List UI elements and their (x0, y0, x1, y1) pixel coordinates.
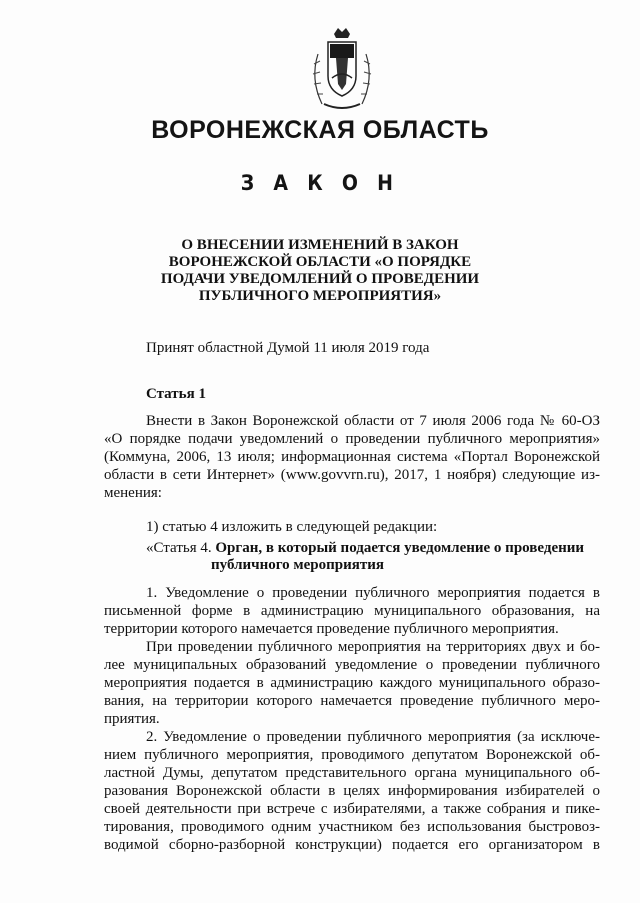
paragraph-line: (Коммуна, 2006, 13 июля; информационная система «Портал Воронежской (104, 449, 600, 465)
paragraph-line: письменной форме в администрацию муниципального образования, на (104, 603, 600, 619)
paragraph-line: приятия. (104, 711, 160, 727)
law-title (120, 237, 520, 305)
coat-of-arms-icon (300, 24, 384, 114)
paragraph-line: ластной Думы, депутатом представительного органа муниципального об- (104, 765, 600, 781)
paragraph-line: мероприятия подается в администрацию каждого муниципального образо- (104, 675, 600, 691)
region-name: ВОРОНЕЖСКАЯ ОБЛАСТЬ (151, 116, 489, 144)
paragraph-line: 2. Уведомление о проведении публичного мероприятия (за исключе- (146, 729, 600, 745)
paragraph-line: области в сети Интернет» (www.govvrn.ru), 2017, 1 ноября) следующие из- (104, 467, 600, 483)
document-type: З А К О Н (240, 171, 400, 195)
law-title-line: ПУБЛИЧНОГО МЕРОПРИЯТИЯ» (198, 288, 442, 304)
amendment-item: 1) статью 4 изложить в следующей редакции: (146, 519, 438, 535)
paragraph-line: Внести в Закон Воронежской области от 7 июля 2006 года № 60-ОЗ (146, 413, 600, 429)
paragraph-line: территории которого намечается проведение публичного мероприятия. (104, 621, 559, 637)
adoption-date: Принят областной Думой 11 июля 2019 года (146, 340, 430, 356)
paragraph-line: тирования, проводимого одним участником без использования быстровоз- (104, 819, 600, 835)
paragraph-line: нием публичного мероприятия, проводимого депутатом Воронежской об- (104, 747, 600, 763)
law-title-line: ПОДАЧИ УВЕДОМЛЕНИЙ О ПРОВЕДЕНИИ (160, 271, 480, 287)
paragraph-line: При проведении публичного мероприятия на территориях двух и бо- (146, 639, 600, 655)
new-article-heading (146, 540, 584, 557)
paragraph-line: разования Воронежской области в целях информирования избирателей о (104, 783, 600, 799)
new-article-title: Орган, в который подается уведомление о проведении (215, 540, 585, 556)
new-article-title-cont: публичного мероприятия (211, 557, 385, 573)
law-title-line: О ВНЕСЕНИИ ИЗМЕНЕНИЙ В ЗАКОН (181, 237, 459, 253)
paragraph-line: менения: (104, 485, 162, 501)
paragraph-line: «О порядке подачи уведомлений о проведении публичного мероприятия» (104, 431, 600, 447)
paragraph-line: лее муниципальных образований уведомление о проведении публичного (104, 657, 600, 673)
paragraph-line: 1. Уведомление о проведении публичного мероприятия подается в (146, 585, 600, 601)
paragraph-line: своей деятельности при встрече с избирателями, а также собрания и пике- (104, 801, 600, 817)
paragraph-line: вания, на территории которого намечается проведение публичного меро- (104, 693, 600, 709)
paragraph-line: водимой сборно-разборной конструкции) подается его организатором в (104, 837, 600, 853)
article-1-heading: Статья 1 (146, 386, 206, 402)
new-article-number: «Статья 4. (146, 540, 212, 556)
law-title-line: ВОРОНЕЖСКОЙ ОБЛАСТИ «О ПОРЯДКЕ (168, 254, 472, 270)
